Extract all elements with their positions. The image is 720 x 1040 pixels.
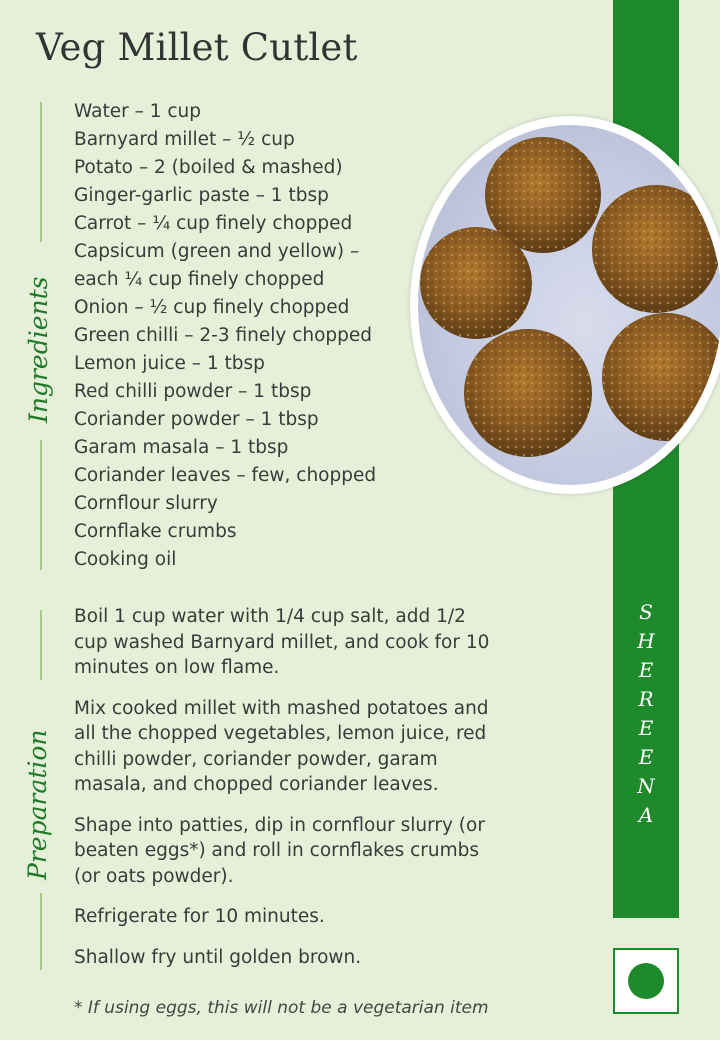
author-letter: A [638, 803, 654, 827]
preparation-step: Mix cooked millet with mashed potatoes and all the chopped vegetables, lemon juice, red chilli powder, coriander powder, garam masala, and chopped coriander leaves. [74, 697, 489, 795]
ingredient-item: Water – 1 cup [74, 101, 201, 122]
cutlet-2 [592, 185, 720, 313]
cutlets-illustration [418, 125, 720, 485]
preparation-step: Shallow fry until golden brown. [74, 946, 362, 968]
preparation-divider-top [40, 610, 42, 680]
ingredient-item: Carrot – ¼ cup finely chopped [74, 213, 353, 234]
author-name [613, 598, 679, 830]
ingredient-item: Potato – 2 (boiled & mashed) [74, 157, 343, 178]
cutlet-5 [464, 329, 592, 457]
author-letter: R [638, 687, 654, 711]
veg-symbol-icon [613, 948, 679, 1014]
author-letter: E [638, 658, 654, 682]
ingredient-item: Coriander leaves – few, chopped [74, 465, 377, 486]
ingredient-item: Red chilli powder – 1 tbsp [74, 381, 312, 402]
author-letter: S [639, 600, 653, 624]
ingredients-divider-bottom [40, 440, 42, 570]
ingredient-item: Capsicum (green and yellow) – [74, 241, 360, 262]
ingredient-item: Green chilli – 2-3 finely chopped [74, 325, 373, 346]
author-letter: H [637, 629, 655, 653]
author-letter: E [638, 745, 654, 769]
footnote: * If using eggs, this will not be a vegetarian item [74, 998, 489, 1018]
ingredients-label: Ingredients [24, 276, 53, 423]
preparation-step: Refrigerate for 10 minutes. [74, 906, 325, 927]
ingredient-item: Cornflake crumbs [74, 521, 237, 542]
ingredient-item: Onion – ½ cup finely chopped [74, 297, 350, 318]
ingredient-item: Garam masala – 1 tbsp [74, 437, 289, 458]
ingredients-list [74, 98, 414, 574]
ingredient-item: Cooking oil [74, 549, 177, 570]
ingredients-divider-top [40, 102, 42, 242]
ingredient-item: Lemon juice – 1 tbsp [74, 353, 265, 374]
ingredient-item: Barnyard millet – ½ cup [74, 129, 295, 150]
ingredient-item: Ginger-garlic paste – 1 tbsp [74, 185, 329, 206]
cutlet-3 [420, 227, 532, 339]
recipe-title: Veg Millet Cutlet [36, 26, 358, 69]
author-letter: E [638, 716, 654, 740]
veg-dot [628, 963, 664, 999]
cutlet-photo [410, 116, 720, 494]
preparation-step: Shape into patties, dip in cornflour slurry (or beaten eggs*) and roll in cornflakes crumbs (or oats powder). [74, 814, 485, 887]
ingredient-item: each ¼ cup finely chopped [74, 269, 325, 290]
ingredient-item: Cornflour slurry [74, 493, 218, 514]
preparation-steps [74, 604, 504, 985]
preparation-label: Preparation [23, 729, 52, 880]
cutlet-4 [602, 313, 720, 441]
ingredient-item: Coriander powder – 1 tbsp [74, 409, 319, 430]
preparation-divider-bottom [40, 893, 42, 970]
author-letter: N [637, 774, 655, 798]
preparation-step: Boil 1 cup water with 1/4 cup salt, add 1/2 cup washed Barnyard millet, and cook for 10 minutes on low flame. [74, 606, 490, 678]
